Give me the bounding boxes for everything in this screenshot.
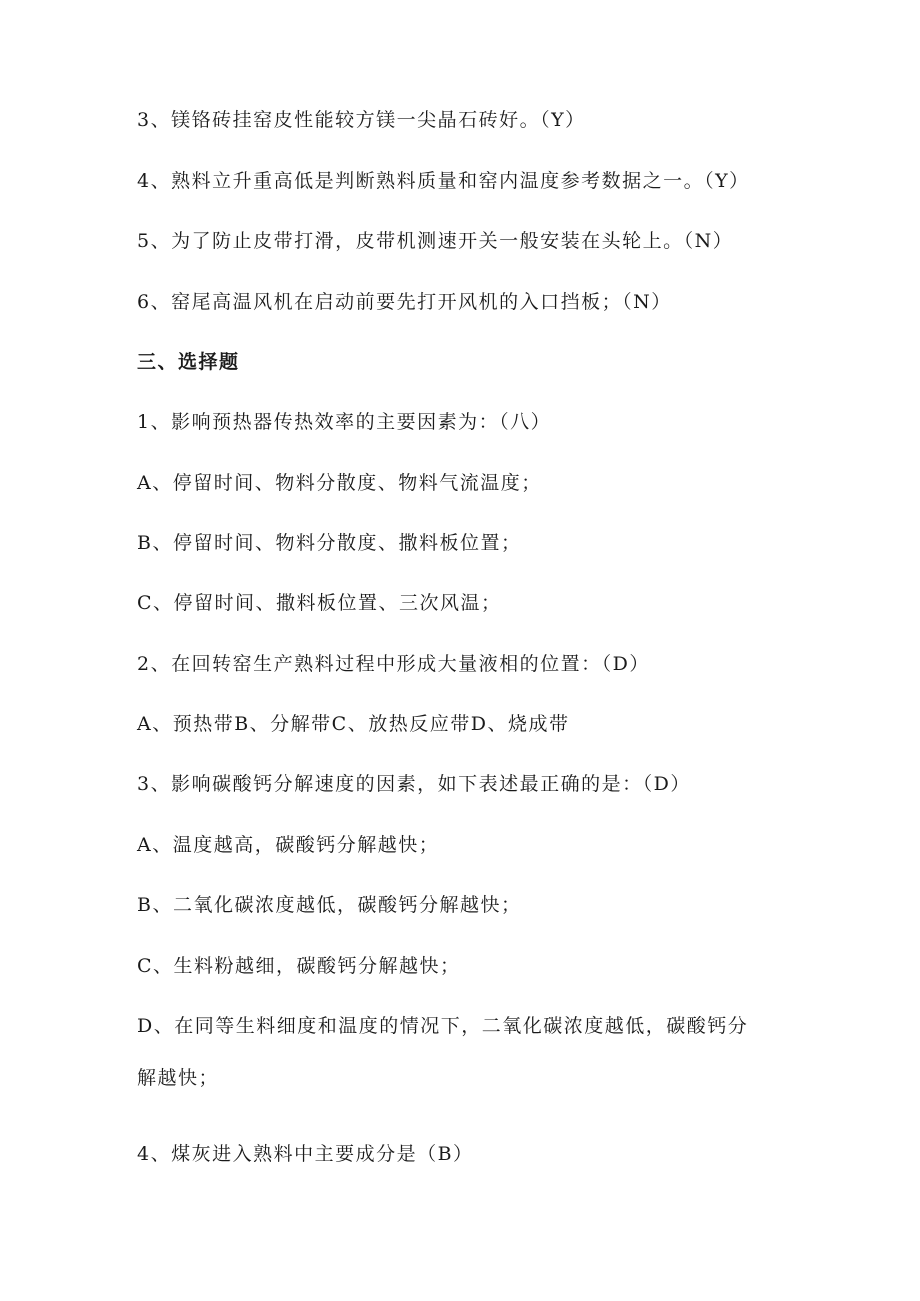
question-4: 4、煤灰进入熟料中主要成分是（B） (137, 1143, 474, 1165)
question-1-option-b: B、停留时间、物料分散度、撒料板位置； (137, 532, 522, 554)
statement-3: 3、镁铬砖挂窑皮性能较方镁一尖晶石砖好。（Y） (137, 109, 586, 131)
question-1-option-c: C、停留时间、撒料板位置、三次风温； (137, 592, 502, 614)
question-3-option-c: C、生料粉越细，碳酸钙分解越快； (137, 955, 461, 977)
question-3-option-d: D、在同等生料细度和温度的情况下，二氧化碳浓度越低，碳酸钙分 (137, 1015, 749, 1037)
statement-4: 4、熟料立升重高低是判断熟料质量和窑内温度参考数据之一。（Y） (137, 170, 750, 192)
statement-6: 6、窑尾高温风机在启动前要先打开风机的入口挡板；（N） (137, 291, 672, 313)
question-2-options: A、预热带B、分解带C、放热反应带D、烧成带 (137, 713, 570, 735)
question-3: 3、影响碳酸钙分解速度的因素，如下表述最正确的是：（D） (137, 773, 691, 795)
question-3-option-a: A、温度越高，碳酸钙分解越快； (137, 834, 440, 856)
question-2: 2、在回转窑生产熟料过程中形成大量液相的位置：（D） (137, 653, 650, 675)
question-1-option-a: A、停留时间、物料分散度、物料气流温度； (137, 472, 542, 494)
section-heading-choice: 三、选择题 (137, 351, 240, 373)
question-1: 1、影响预热器传热效率的主要因素为：（八） (137, 411, 552, 433)
question-3-option-d-cont: 解越快； (137, 1067, 220, 1089)
question-3-option-b: B、二氧化碳浓度越低，碳酸钙分解越快； (137, 894, 522, 916)
statement-5: 5、为了防止皮带打滑，皮带机测速开关一般安装在头轮上。（N） (137, 230, 734, 252)
